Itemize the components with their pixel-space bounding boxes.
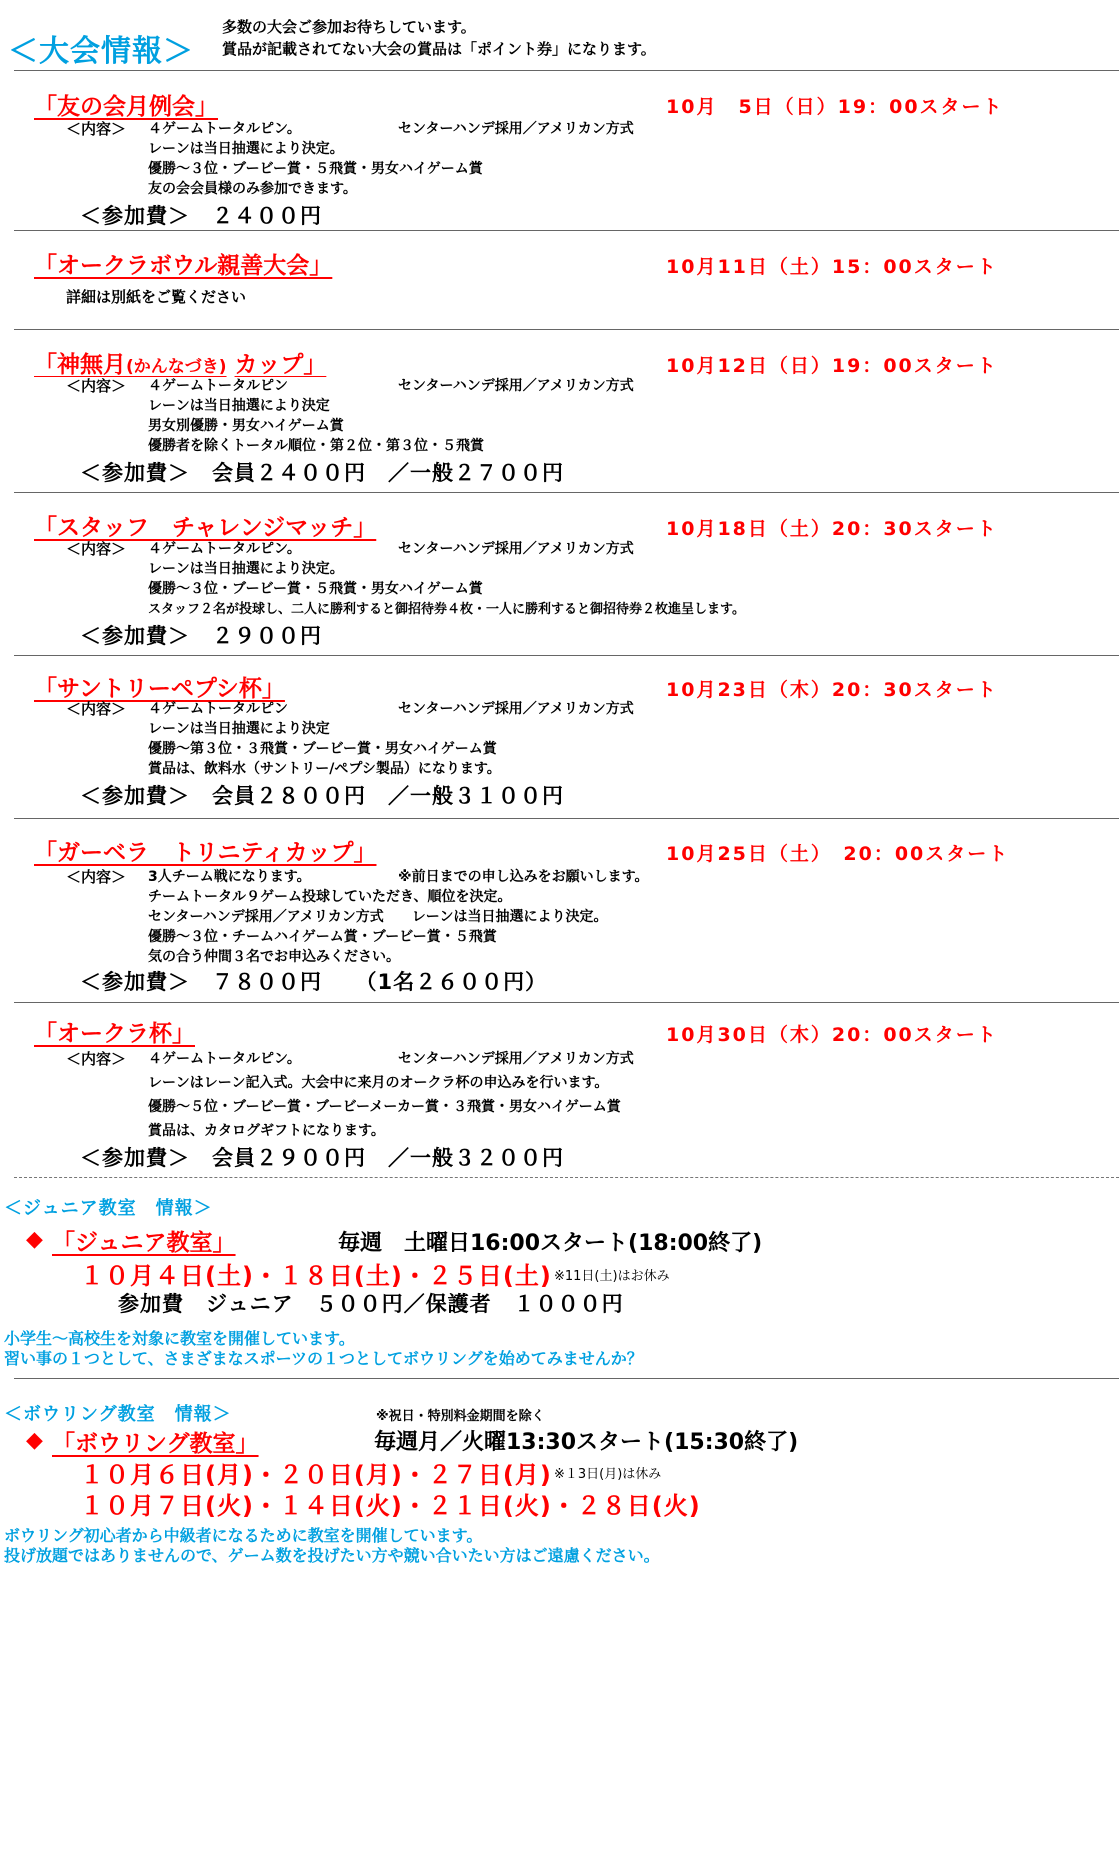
section-heading: ＜ボウリング教室 情報＞ — [4, 1404, 232, 1425]
content-line: 賞品は、カタログギフトになります。 — [148, 1123, 385, 1139]
content-line: センターハンデ採用／アメリカン方式 レーンは当日抽選により決定。 — [148, 909, 608, 925]
content-line: ４ゲームトータルピン — [148, 701, 288, 717]
content-line: ４ゲームトータルピン。 — [148, 121, 301, 137]
class-info: ボウリング初心者から中級者になるために教室を開催しています。 — [4, 1526, 483, 1545]
intro-line-1: 多数の大会ご参加お待ちしています。 — [222, 18, 476, 36]
event-title-end: カップ」 — [234, 352, 327, 378]
diamond-icon: ◆ — [26, 1428, 43, 1453]
divider — [14, 1002, 1119, 1003]
content-line: 優勝～３位・チームハイゲーム賞・ブービー賞・５飛賞 — [148, 929, 497, 945]
content-line: ４ゲームトータルピン。 — [148, 1051, 301, 1067]
page-title: ＜大会情報＞ — [8, 34, 194, 69]
event-date: 10月18日（土）20：30スタート — [666, 518, 998, 540]
content-line: レーンはレーン記入式。大会中に来月のオークラ杯の申込みを行います。 — [148, 1075, 609, 1091]
content-line: レーンは当日抽選により決定 — [148, 721, 330, 737]
content-line: チームトータル９ゲーム投球していただき、順位を決定。 — [148, 889, 512, 905]
class-dates: １０月４日(土)・１８日(土)・２５日(土) — [80, 1262, 552, 1290]
event-title: 「ガーベラ トリニティカップ」 — [34, 840, 377, 866]
content-line: 賞品は、飲料水（サントリー/ペプシ製品）になります。 — [148, 761, 501, 777]
event-date: 10月25日（土） 20：00スタート — [666, 843, 1010, 865]
event-fee: ＜参加費＞ ２４００円 — [80, 204, 322, 228]
content-aside: センターハンデ採用／アメリカン方式 — [398, 121, 634, 137]
class-info: 投げ放題ではありませんので、ゲーム数を投げたい方や競い合いたい方はご遠慮ください。 — [4, 1546, 660, 1565]
event-date: 10月12日（日）19：00スタート — [666, 355, 998, 377]
event-title: 「友の会月例会」 — [34, 94, 218, 120]
event-fee: ＜参加費＞ 会員２８００円 ／一般３１００円 — [80, 784, 564, 808]
content-line: レーンは当日抽選により決定。 — [148, 141, 344, 157]
event-fee: ＜参加費＞ 会員２９００円 ／一般３２００円 — [80, 1146, 564, 1170]
content-line: 優勝者を除くトータル順位・第２位・第３位・５飛賞 — [148, 438, 484, 454]
event-detail: 詳細は別紙をご覧ください — [66, 288, 247, 306]
content-aside: センターハンデ採用／アメリカン方式 — [398, 701, 634, 717]
content-aside: センターハンデ採用／アメリカン方式 — [398, 541, 634, 557]
content-line: レーンは当日抽選により決定。 — [148, 561, 344, 577]
intro-line-2: 賞品が記載されてない大会の賞品は「ポイント券」になります。 — [222, 40, 656, 58]
content-line: 3人チーム戦になります。 — [148, 869, 311, 885]
class-schedule: 毎週 土曜日16:00スタート(18:00終了) — [338, 1231, 763, 1256]
event-title-kana: (かんなづき) — [126, 357, 227, 377]
divider — [14, 70, 1119, 71]
class-dates-tuesday: １０月７日(火)・１４日(火)・２１日(火)・２８日(火) — [80, 1492, 701, 1520]
event-date: 10月23日（木）20：30スタート — [666, 679, 998, 701]
content-aside: ※前日までの申し込みをお願いします。 — [398, 869, 649, 885]
content-aside: センターハンデ採用／アメリカン方式 — [398, 378, 634, 394]
content-line: スタッフ２名が投球し、二人に勝利すると御招待券４枚・一人に勝利すると御招待券２枚進呈します。 — [148, 602, 745, 617]
content-label: ＜内容＞ — [66, 1050, 127, 1068]
event-date: 10月30日（木）20：00スタート — [666, 1024, 998, 1046]
class-schedule: 毎週月／火曜13:30スタート(15:30終了) — [374, 1430, 799, 1455]
divider — [14, 1378, 1119, 1379]
event-title-main: 「神無月 — [34, 352, 126, 378]
content-line: 優勝～第３位・３飛賞・ブービー賞・男女ハイゲーム賞 — [148, 741, 497, 757]
event-fee: ＜参加費＞ 会員２４００円 ／一般２７００円 — [80, 461, 564, 485]
event-title: 「サントリーペプシ杯」 — [34, 676, 285, 702]
divider — [14, 1177, 1119, 1178]
class-fee: 参加費 ジュニア ５００円／保護者 １０００円 — [118, 1292, 624, 1316]
event-date: 10月11日（土）15：00スタート — [666, 256, 998, 278]
diamond-icon: ◆ — [26, 1227, 43, 1252]
class-note: ※１3日(月)は休み — [554, 1467, 662, 1482]
content-line: ４ゲームトータルピン。 — [148, 541, 301, 557]
event-title: 「オークラボウル親善大会」 — [34, 253, 333, 279]
event-date: 10月 5日（日）19：00スタート — [666, 96, 1004, 118]
content-label: ＜内容＞ — [66, 540, 127, 558]
class-note: ※11日(土)はお休み — [554, 1269, 670, 1284]
content-line: 友の会会員様のみ参加できます。 — [148, 181, 357, 197]
content-label: ＜内容＞ — [66, 700, 127, 718]
content-line: 優勝～３位・ブービー賞・５飛賞・男女ハイゲーム賞 — [148, 161, 483, 177]
divider — [14, 329, 1119, 330]
content-line: 優勝～３位・ブービー賞・５飛賞・男女ハイゲーム賞 — [148, 581, 483, 597]
content-line: ４ゲームトータルピン — [148, 378, 288, 394]
class-info: 小学生～高校生を対象に教室を開催しています。 — [4, 1329, 355, 1348]
divider — [14, 492, 1119, 493]
content-line: 優勝～５位・ブービー賞・ブービーメーカー賞・３飛賞・男女ハイゲーム賞 — [148, 1099, 621, 1115]
content-aside: センターハンデ採用／アメリカン方式 — [398, 1051, 634, 1067]
content-label: ＜内容＞ — [66, 377, 127, 395]
content-line: 気の合う仲間３名でお申込みください。 — [148, 949, 400, 965]
class-dates-monday: １０月６日(月)・２０日(月)・２７日(月) — [80, 1461, 552, 1489]
section-heading: ＜ジュニア教室 情報＞ — [4, 1198, 213, 1219]
content-label: ＜内容＞ — [66, 120, 127, 138]
content-line: レーンは当日抽選により決定 — [148, 398, 330, 414]
class-title: 「ジュニア教室」 — [52, 1230, 236, 1256]
divider — [14, 818, 1119, 819]
divider — [14, 655, 1119, 656]
exclusion-note: ※祝日・特別料金期間を除く — [376, 1409, 545, 1424]
event-fee: ＜参加費＞ ７８００円 （1名２６００円） — [80, 970, 548, 994]
event-title: 「オークラ杯」 — [34, 1021, 195, 1047]
event-title: 「スタッフ チャレンジマッチ」 — [34, 515, 377, 541]
content-line: 男女別優勝・男女ハイゲーム賞 — [148, 418, 344, 434]
class-title: 「ボウリング教室」 — [52, 1431, 259, 1457]
class-info: 習い事の１つとして、さまざまなスポーツの１つとしてボウリングを始めてみませんか？ — [4, 1349, 643, 1368]
event-fee: ＜参加費＞ ２９００円 — [80, 624, 322, 648]
content-label: ＜内容＞ — [66, 868, 127, 886]
divider — [14, 230, 1119, 231]
